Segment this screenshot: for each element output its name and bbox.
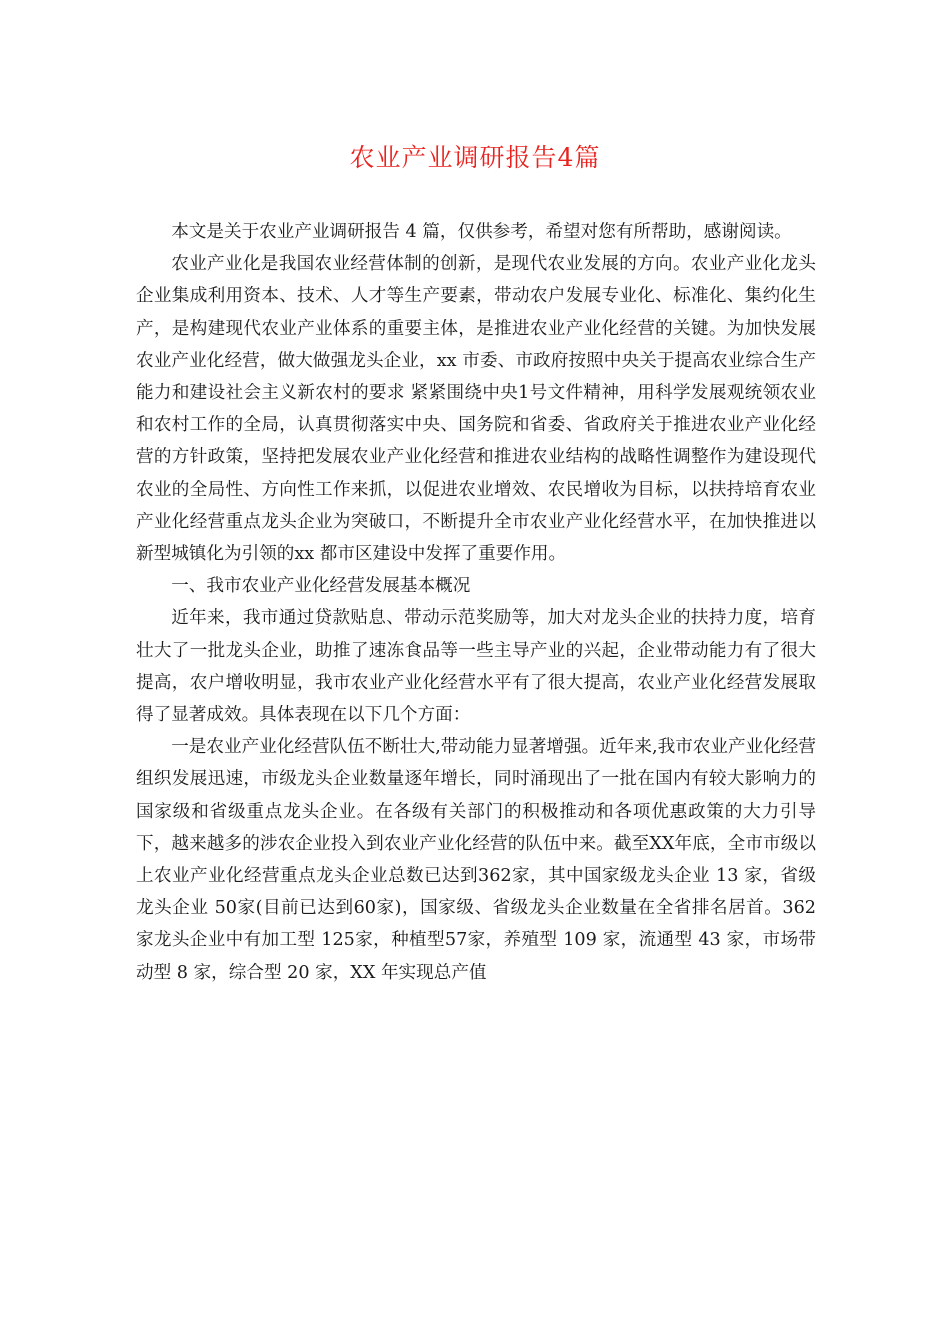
paragraph-recent-years: 近年来，我市通过贷款贴息、带动示范奖励等，加大对龙头企业的扶持力度，培育壮大了一批龙头企业，助推了速冻食品等一些主导产业的兴起，企业带动能力有了很大提高，农户增收明显，我市农业产业化经营水平有了很大提高，农业产业化经营发展取得了显著成效。具体表现在以下几个方面： [136, 608, 816, 726]
paragraph-point-one: 一是农业产业化经营队伍不断壮大,带动能力显著增强。近年来,我市农业产业化经营组织发展迅速，市级龙头企业数量逐年增长，同时涌现出了一批在国内有较大影响力的国家级和省级重点龙头企业。在各级有关部门的积极推动和各项优惠政策的大力引导下，越来越多的涉农企业投入到农业产业化经营的队伍中来。截至XX年底，全市市级以上农业产业化经营重点龙头企业总数已达到362家，其中国家级龙头企业 13 家，省级龙头企业 50家(目前已达到60家)，国家级、省级龙头企业数量在全省排名居首。362 家龙头企业中有加工型 125家，种植型57家，养殖型 109 家，流通型 43 家，市场带动型 8 家，综合型 20 家，XX 年实现总产值 [136, 737, 816, 983]
paragraph-overview: 农业产业化是我国农业经营体制的创新，是现代农业发展的方向。农业产业化龙头企业集成利用资本、技术、人才等生产要素，带动农户发展专业化、标准化、集约化生产，是构建现代农业产业体系的重要主体，是推进农业产业化经营的关键。为加快发展农业产业化经营，做大做强龙头企业，xx 市委、市政府按照中央关于提高农业综合生产能力和建设社会主义新农村的要求 紧紧围绕中央1号文件精神，用科学发展观统领农业和农村工作的全局，认真贯彻落实中央、国务院和省委、省政府关于推进农业产业化经营的方针政策，坚持把发展农业产业化经营和推进农业结构的战略性调整作为建设现代农业的全局性、方向性工作来抓，以促进农业增效、农民增收为目标，以扶持培育农业产业化经营重点龙头企业为突破口，不断提升全市农业产业化经营水平，在加快推进以新型城镇化为引领的xx 都市区建设中发挥了重要作用。 [136, 254, 816, 565]
paragraph-intro: 本文是关于农业产业调研报告 4 篇，仅供参考，希望对您有所帮助，感谢阅读。 [171, 222, 792, 242]
section-heading: 一、我市农业产业化经营发展基本概况 [171, 576, 471, 597]
document-title: 农业产业调研报告4篇 [349, 143, 601, 172]
document-body [136, 216, 816, 989]
